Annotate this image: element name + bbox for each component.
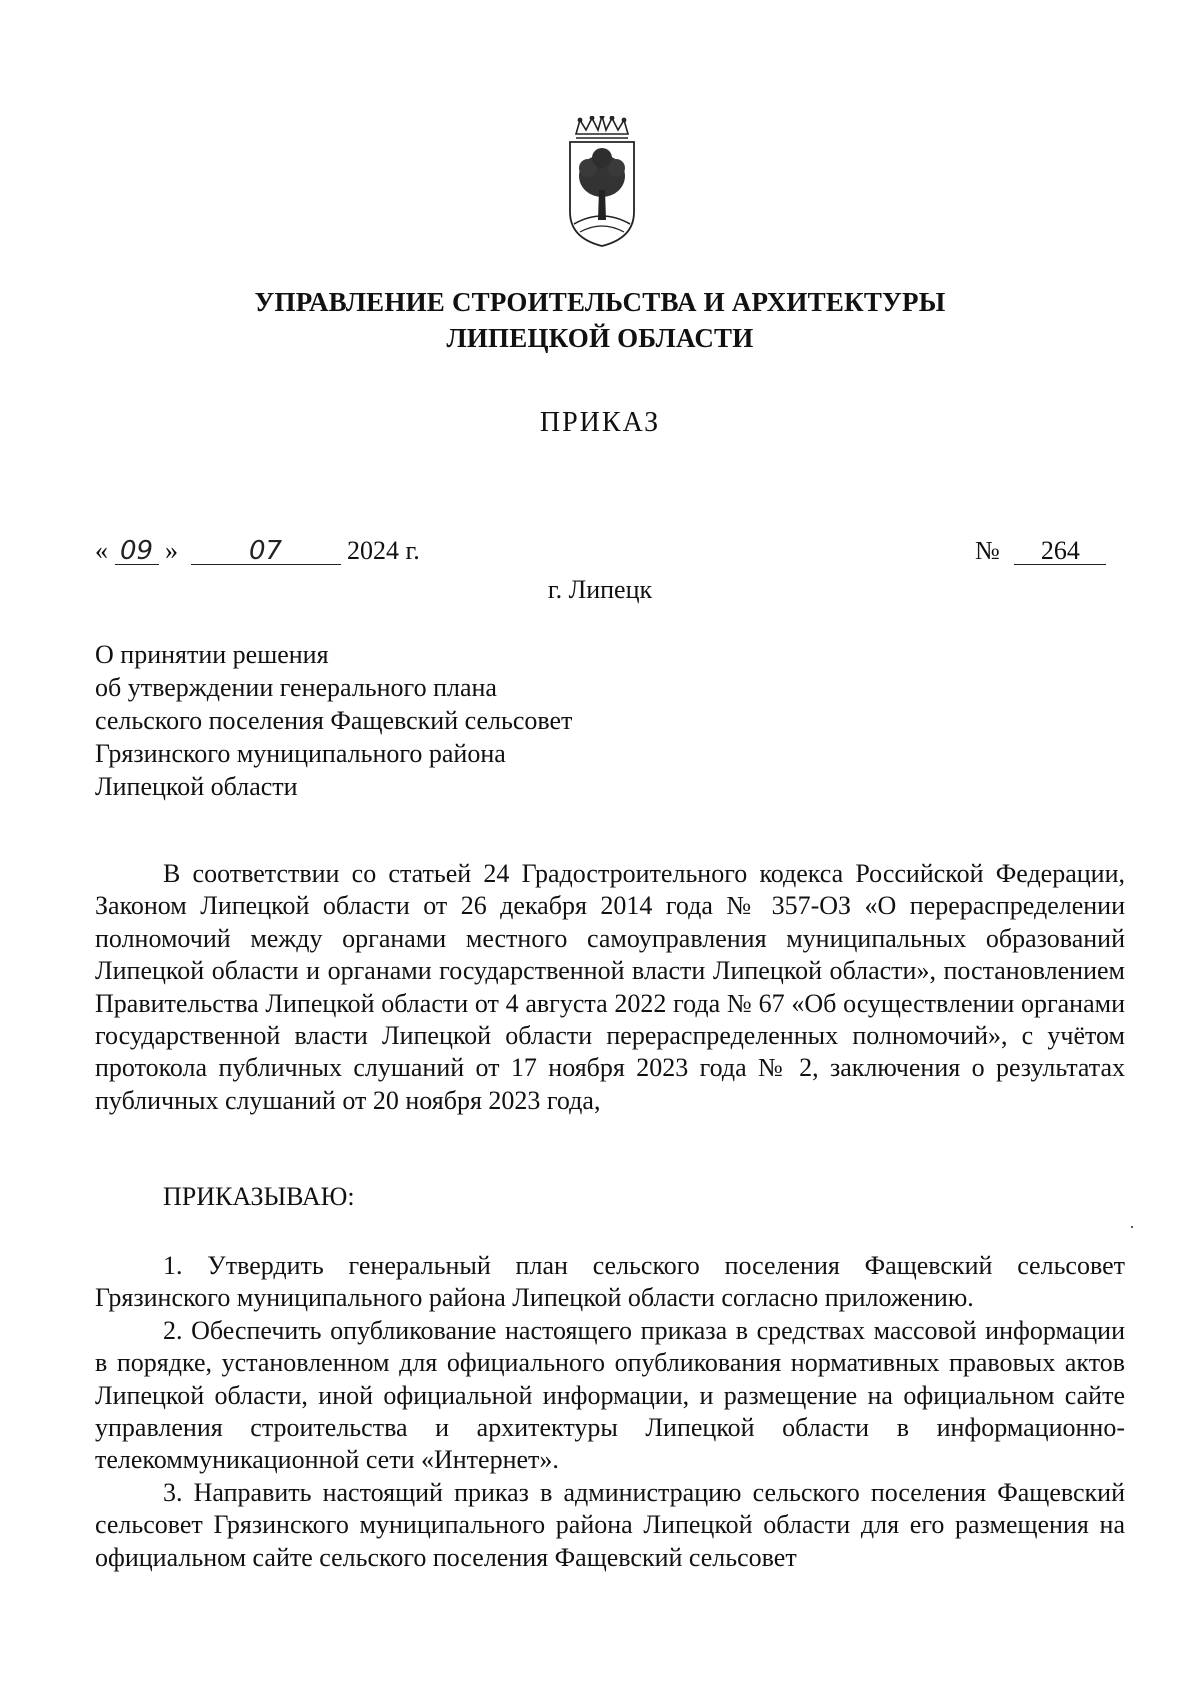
order-item-1: 1. Утвердить генеральный план сельского поселения Фащевский сельсовет Грязинского муниципального района Липецкой области согласно приложению. <box>95 1251 1125 1313</box>
date-year: 2024 г. <box>347 536 420 565</box>
order-items <box>95 1250 1125 1574</box>
document-date <box>95 536 420 566</box>
city: г. Липецк <box>547 575 653 604</box>
coat-of-arms-icon <box>566 116 638 248</box>
subject-line: Грязинского муниципального района <box>95 739 506 768</box>
document-number <box>975 536 1106 566</box>
date-month-handwritten: 07 <box>191 538 341 565</box>
date-open-quote: « <box>95 536 108 565</box>
number-handwritten: 264 <box>1014 538 1106 565</box>
date-day-handwritten: 09 <box>115 538 159 565</box>
preamble-paragraph: В соответствии со статьей 24 Градостроительного кодекса Российской Федерации, Законом Липецкой области от 26 декабря 2014 года № 357-ОЗ «О перераспределении полномочий между органами местного самоуправления муниципальных образований Липецкой области и органами государственной власти Липецкой области», постановлением Правительства Липецкой области от 4 августа 2022 года № 67 «Об осуществлении органами государственной власти Липецкой области перераспределенных полномочий», с учётом протокола публичных слушаний от 17 ноября 2023 года № 2, заключения о результатах публичных слушаний от 20 ноября 2023 года, <box>95 859 1125 1115</box>
document-subject <box>95 638 572 803</box>
subject-line: О принятии решения <box>95 640 329 669</box>
organization-name-line2: ЛИПЕЦКОЙ ОБЛАСТИ <box>446 323 754 353</box>
subject-line: сельского поселения Фащевский сельсовет <box>95 706 573 735</box>
order-item-3: 3. Направить настоящий приказ в администрацию сельского поселения Фащевский сельсовет Грязинского муниципального района Липецкой области для его размещения на официальном сайте сельского поселения Фащевский сельсовет <box>95 1477 1125 1572</box>
document-type-title: ПРИКАЗ <box>539 407 661 438</box>
number-label: № <box>975 536 1000 565</box>
order-word: ПРИКАЗЫВАЮ: <box>163 1182 355 1211</box>
date-close-quote: » <box>165 536 178 565</box>
subject-line: Липецкой области <box>95 772 298 801</box>
scan-speck <box>1131 1226 1133 1228</box>
preamble-block <box>95 858 1125 1117</box>
subject-line: об утверждении генерального плана <box>95 673 497 702</box>
organization-name-line1: УПРАВЛЕНИЕ СТРОИТЕЛЬСТВА И АРХИТЕКТУРЫ <box>254 287 946 317</box>
order-item-2: 2. Обеспечить опубликование настоящего приказа в средствах массовой информации в порядке, установленном для официального опубликования нормативных правовых актов Липецкой области, иной официальной информации, и размещение на официальном сайте управления строительства и архитектуры Липецкой области в информационно-телекоммуникационной сети «Интернет». <box>95 1315 1125 1475</box>
